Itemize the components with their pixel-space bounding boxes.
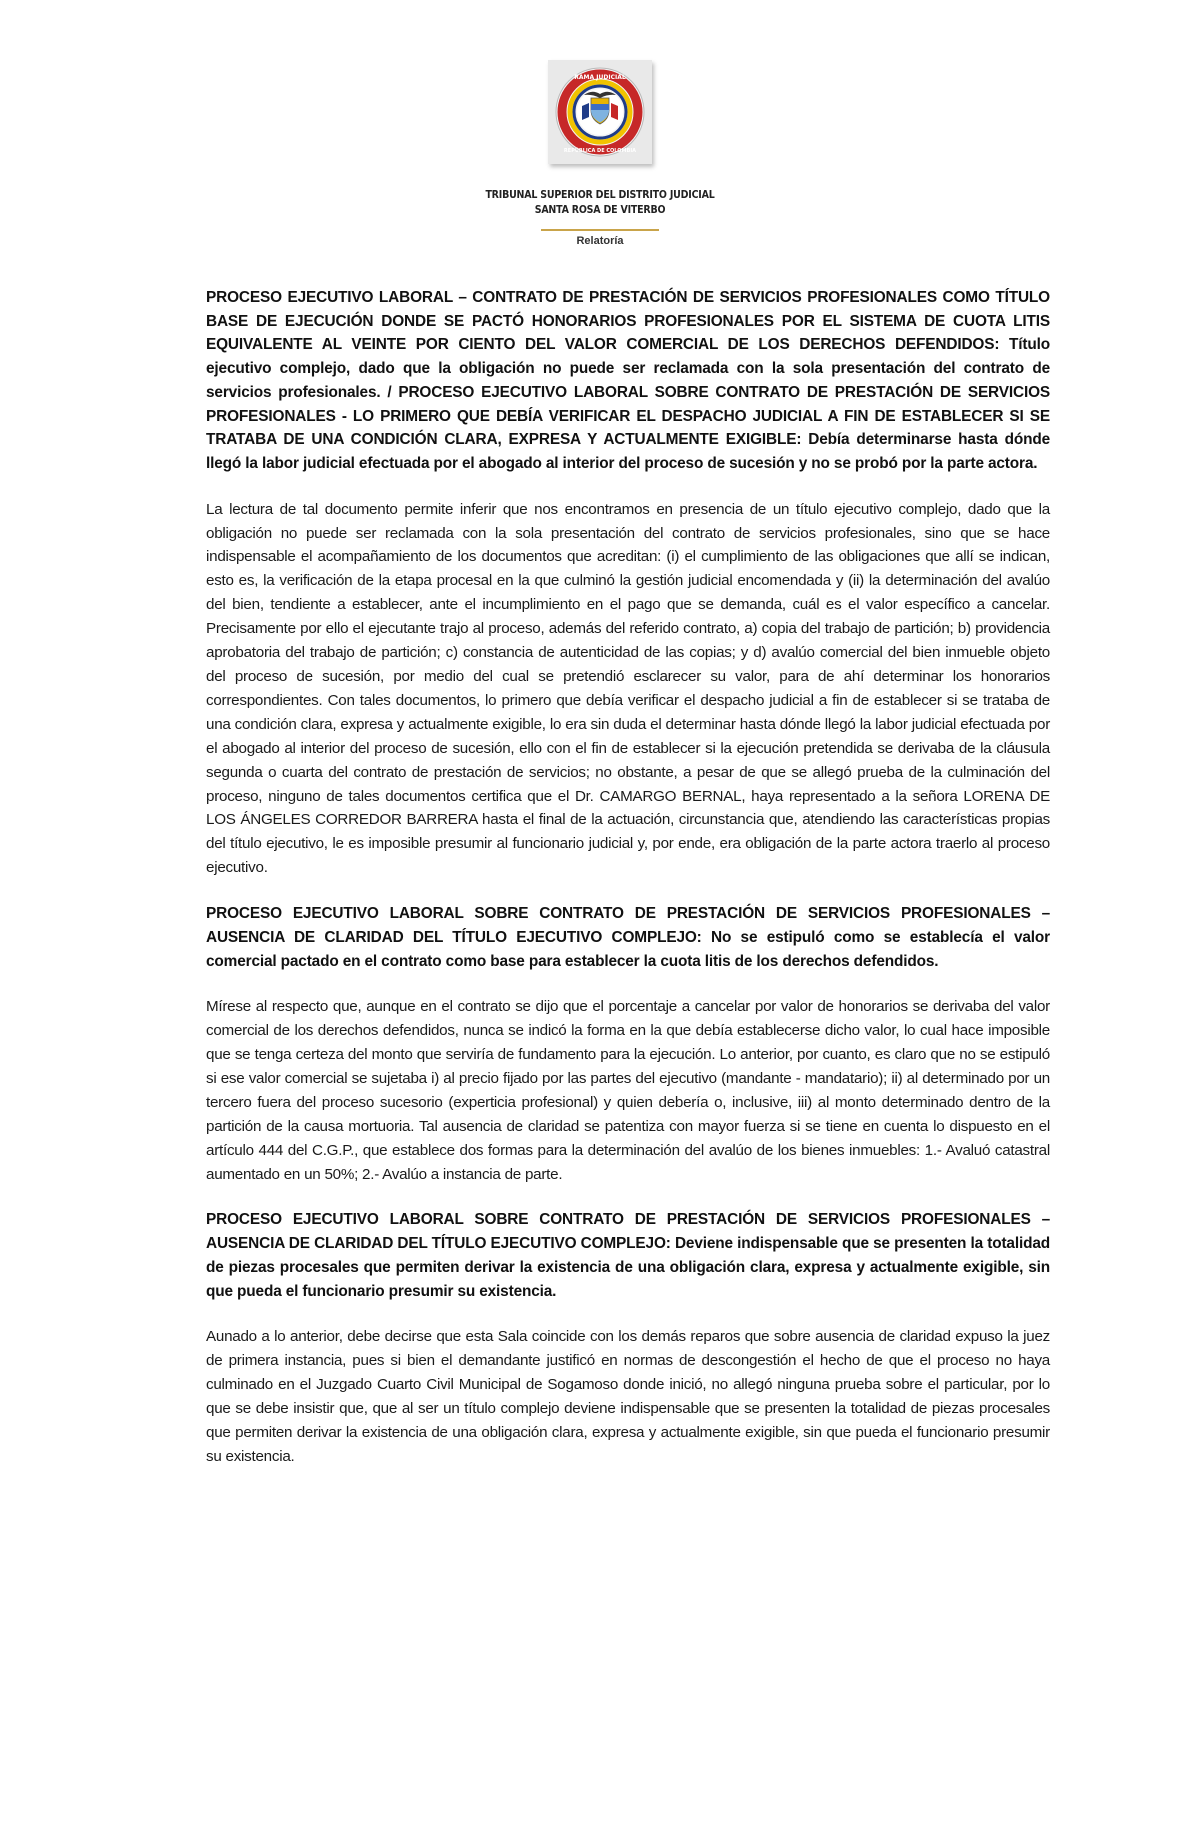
section-3-heading-rest: Deviene indispensable que se presenten la totalidad de piezas procesales que permiten derivar la existencia de una obligación clara, expresa y actualmente exigible, sin que pueda el funcionario presumir su existencia. [206,1235,1050,1300]
section-1-paragraph: La lectura de tal documento permite inferir que nos encontramos en presencia de un título ejecutivo complejo, dado que la obligación no puede ser reclamada con la sola presentación del contrato de servicios profesionales, sino que se hace indispensable el acompañamiento de los documentos que acreditan: (i) el cumplimiento de las obligaciones que allí se indican, esto es, la verificación de la etapa procesal en la que culminó la gestión judicial encomendada y (ii) la determinación del avalúo del bien, tendiente a establecer, ante el incumplimiento en el pago que se demanda, cuál es el valor específico a cancelar. Precisamente por ello el ejecutante trajo al proceso, además del referido contrato, a) copia del trabajo de partición; b) providencia aprobatoria del trabajo de partición; c) constancia de autenticidad de las copias; y d) avalúo comercial del bien inmueble objeto del proceso de sucesión, por medio del cual se pretendió esclarecer su valor, para de ahí determinar los honorarios correspondientes. Con tales documentos, lo primero que debía verificar el despacho judicial a fin de establecer si se trataba de una condición clara, expresa y actualmente exigible, lo era sin duda el determinar hasta dónde llegó la labor judicial efectuada por el abogado al interior del proceso de sucesión, ello con el fin de establecer si la ejecución pretendida se derivaba de la cláusula segunda o cuarta del contrato de prestación de servicios; no obstante, a pesar de que se allegó prueba de la culminación del proceso, ninguno de tales documentos certifica que el Dr. CAMARGO BERNAL, haya representado a la señora LORENA DE LOS ÁNGELES CORREDOR BARRERA hasta el final de la actuación, circunstancia que, atendiendo las características propias del título ejecutivo, le es imposible presumir al funcionario judicial y, por ende, era obligación de la parte actora traerlo al proceso ejecutivo. [206,500,1050,877]
svg-text:REPÚBLICA DE COLOMBIA: REPÚBLICA DE COLOMBIA [563,148,637,154]
seal-emblem-icon [552,64,648,160]
section-1-heading-caps-2: PROCESO EJECUTIVO LABORAL SOBRE CONTRATO DE PRESTACIÓN DE SERVICIOS PROFESIONALES - LO PRIMERO QUE DEBÍA VERIFICAR EL DESPACHO JUDICIAL A FIN DE ESTABLECER SI SE TRATABA DE UNA CONDICIÓN CLARA, EXPRESA Y ACTUALMENTE EXIGIBLE: [206,383,1051,449]
section-3-heading-caps: PROCESO EJECUTIVO LABORAL SOBRE CONTRATO DE PRESTACIÓN DE SERVICIOS PROFESIONALES – AUSENCIA DE CLARIDAD DEL TÍTULO EJECUTIVO COMPLEJO: [206,1211,1050,1253]
section-1-heading-rest-2: Debía determinarse hasta dónde llegó la labor judicial efectuada por el abogado al interior del proceso de sucesión y no se probó por la parte actora. [206,431,1050,472]
document-body [206,286,1050,1469]
court-name-line-2: SANTA ROSA DE VITERBO [534,204,666,216]
section-3-headnote [206,1208,1050,1303]
section-2-heading-rest: No se estipuló como se establecía el valor comercial pactado en el contrato como base para establecer la cuota litis de los derechos defendidos. [206,928,1050,970]
document-header [0,60,1200,247]
svg-text:RAMA JUDICIAL: RAMA JUDICIAL [574,74,626,81]
header-divider [541,229,659,231]
section-label: Relatoría [576,235,624,247]
court-name [0,188,1200,218]
section-1-heading-caps: PROCESO EJECUTIVO LABORAL – CONTRATO DE PRESTACIÓN DE SERVICIOS PROFESIONALES COMO TÍTULO BASE DE EJECUCIÓN DONDE SE PACTÓ HONORARIOS PROFESIONALES POR EL SISTEMA DE CUOTA LITIS EQUIVALENTE AL VEINTE POR CIENTO DEL VALOR COMERCIAL DE LOS DERECHOS DEFENDIDOS: [206,289,1050,354]
section-1-headnote [206,286,1050,476]
section-2-headnote [206,902,1050,973]
rama-judicial-seal-logo [548,60,652,164]
section-2-heading-caps: PROCESO EJECUTIVO LABORAL SOBRE CONTRATO DE PRESTACIÓN DE SERVICIOS PROFESIONALES – AUSENCIA DE CLARIDAD DEL TÍTULO EJECUTIVO COMPLEJO: [206,905,1050,946]
section-2-paragraph: Mírese al respecto que, aunque en el contrato se dijo que el porcentaje a cancelar por valor de honorarios se derivaba del valor comercial de los derechos defendidos, nunca se indicó la forma en la que debía establecerse dicho valor, lo cual hace imposible que se tenga certeza del monto que serviría de fundamento para la ejecución. Lo anterior, por cuanto, es claro que no se estipuló si ese valor comercial se sujetaba i) al precio fijado por las partes del ejecutivo (mandante - mandatario); ii) al determinado por un tercero fuera del proceso sucesorio (experticia profesional) y quien debería o, inclusive, iii) al monto determinado dentro de la partición de la causa mortuoria. Tal ausencia de claridad se patentiza con mayor fuerza si se tiene en cuenta lo dispuesto en el artículo 444 del C.G.P., que establece dos formas para la determinación del avalúo de los bienes inmuebles: 1.- Avaluó catastral aumentado en un 50%; 2.- Avalúo a instancia de parte. [206,998,1050,1183]
court-name-line-1: TRIBUNAL SUPERIOR DEL DISTRITO JUDICIAL [485,189,715,201]
section-1-heading-rest: Título ejecutivo complejo, dado que la obligación no puede ser reclamada con la sola presentación del contrato de servicios profesionales. / [206,336,1051,401]
section-3-paragraph: Aunado a lo anterior, debe decirse que esta Sala coincide con los demás reparos que sobre ausencia de claridad expuso la juez de primera instancia, pues si bien el demandante justificó en normas de descongestión el hecho de que el proceso no haya culminado en el Juzgado Cuarto Civil Municipal de Sogamoso donde inició, no allegó ninguna prueba sobre el particular, por lo que se debe insistir que, que al ser un título complejo deviene indispensable que se presenten la totalidad de piezas procesales que permiten derivar la existencia de una obligación clara, expresa y actualmente exigible, sin que pueda el funcionario presumir su existencia. [206,1328,1050,1465]
